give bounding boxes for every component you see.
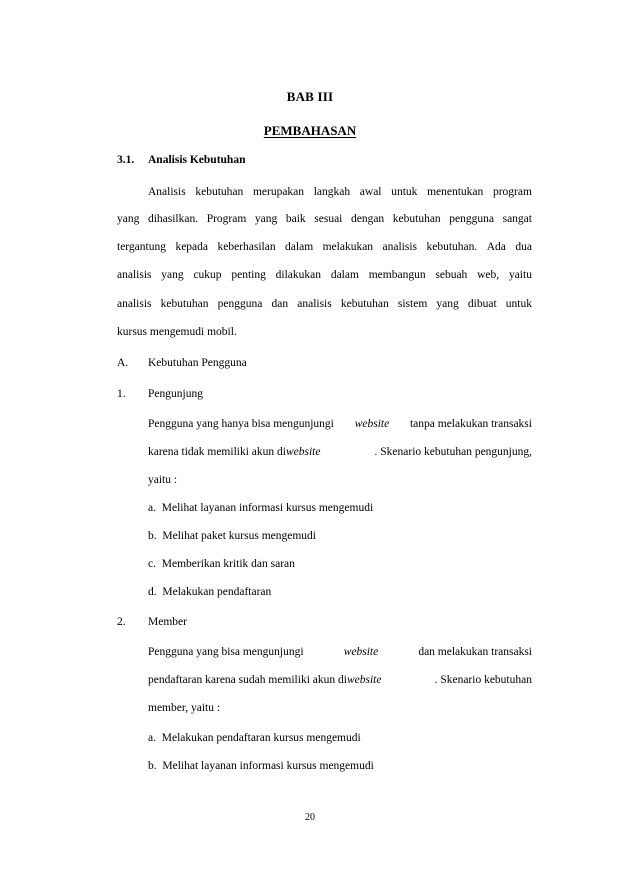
word: baik — [285, 213, 306, 225]
word: dihasilkan. — [147, 213, 199, 225]
word: dalam — [285, 241, 314, 253]
word: kebutuhan. — [426, 241, 478, 253]
word: kepada — [175, 241, 209, 253]
list-item — [148, 558, 295, 570]
word: sebuah — [435, 269, 468, 281]
word: yang — [161, 269, 184, 281]
word: yang — [436, 298, 459, 310]
word: analisis — [117, 298, 152, 310]
word: dilakukan — [275, 269, 322, 281]
word: dibuat — [467, 298, 497, 310]
emphasis-website: website — [346, 674, 382, 686]
intro-line-3 — [117, 241, 532, 253]
word: merupakan — [252, 186, 305, 198]
item-2-marker: 2. — [117, 616, 126, 628]
intro-line-4 — [117, 269, 532, 281]
word: web, — [477, 269, 500, 281]
emphasis-website: website — [343, 646, 379, 658]
word: untuk — [505, 298, 532, 310]
list-marker: d. — [148, 586, 157, 598]
word: yang — [117, 213, 140, 225]
word: yaitu — [508, 269, 532, 281]
item-2-desc-line-1 — [148, 646, 532, 658]
word: kebutuhan — [392, 213, 441, 225]
list-marker: a. — [148, 732, 156, 744]
list-item — [148, 586, 271, 598]
word: keberhasilan — [217, 241, 276, 253]
part-a-marker: A. — [117, 357, 129, 369]
word: Program — [206, 213, 247, 225]
list-text: Melakukan pendaftaran — [162, 586, 272, 598]
word: dengan — [350, 213, 385, 225]
list-text: Melihat layanan informasi kursus mengemudi — [162, 760, 374, 772]
list-text: Melakukan pendaftaran kursus mengemudi — [161, 732, 361, 744]
part-a-label: Kebutuhan Pengguna — [148, 357, 247, 369]
chapter-title: BAB III — [286, 89, 334, 104]
word: pengguna — [449, 213, 494, 225]
word: dan — [271, 298, 289, 310]
item-1-label: Pengunjung — [148, 388, 203, 400]
list-marker: b. — [148, 530, 157, 542]
intro-line-5 — [117, 298, 532, 310]
text-segment: pendaftaran karena sudah memiliki akun diwebsite — [148, 674, 382, 686]
section-number: 3.1. — [117, 154, 135, 166]
text-segment: dan melakukan transaksi — [415, 646, 532, 658]
word: tergantung — [117, 241, 166, 253]
word: yang — [254, 213, 278, 225]
word: awal — [359, 186, 382, 198]
item-2-label: Member — [148, 616, 187, 628]
item-1-desc-line-2 — [148, 446, 532, 458]
text-segment: Pengguna yang bisa mengunjungi — [148, 646, 307, 658]
intro-line-6: kursus mengemudi mobil. — [117, 326, 237, 338]
emphasis-website: website — [354, 418, 390, 430]
word: penting — [231, 269, 266, 281]
word: analisis — [382, 241, 418, 253]
word: kebutuhan — [195, 186, 244, 198]
text-segment: . Skenario kebutuhan pengunjung, — [374, 446, 532, 458]
list-text: Melihat paket kursus mengemudi — [162, 530, 316, 542]
list-marker: b. — [148, 760, 157, 772]
chapter-subtitle: PEMBAHASAN — [263, 123, 357, 138]
text-segment: . Skenario kebutuhan — [434, 674, 532, 686]
word: analisis — [117, 269, 152, 281]
word: membangun — [368, 269, 426, 281]
item-2-desc-line-2 — [148, 674, 532, 686]
word: dalam — [330, 269, 359, 281]
page-number: 20 — [305, 812, 315, 823]
list-item — [148, 530, 316, 542]
text-segment: Pengguna yang hanya bisa mengunjungi — [148, 418, 337, 430]
list-marker: c. — [148, 558, 156, 570]
word: pengguna — [217, 298, 263, 310]
word: analisis — [297, 298, 332, 310]
word: melakukan — [322, 241, 374, 253]
word: menentukan — [427, 186, 484, 198]
list-marker: a. — [148, 502, 156, 514]
emphasis-website: website — [285, 446, 321, 458]
item-1-marker: 1. — [117, 388, 126, 400]
list-item — [148, 760, 374, 772]
text-segment: karena tidak memiliki akun diwebsite — [148, 446, 321, 458]
item-1-desc-line-1 — [148, 418, 532, 430]
list-item — [148, 502, 373, 514]
word: kebutuhan — [340, 298, 389, 310]
item-1-desc-line-3: yaitu : — [148, 474, 178, 486]
intro-line-2 — [117, 213, 532, 225]
word: cukup — [193, 269, 222, 281]
list-item — [148, 732, 361, 744]
list-text: Melihat layanan informasi kursus mengemudi — [161, 502, 374, 514]
section-title: Analisis Kebutuhan — [148, 154, 246, 166]
list-text: Memberikan kritik dan saran — [161, 558, 295, 570]
word: sesuai — [314, 213, 343, 225]
word: untuk — [391, 186, 418, 198]
text-segment: tanpa melakukan transaksi — [407, 418, 532, 430]
word: sangat — [502, 213, 532, 225]
word: dua — [515, 241, 532, 253]
intro-line-1 — [148, 186, 532, 198]
word: sistem — [397, 298, 428, 310]
word: Analisis — [148, 186, 186, 198]
word: program — [492, 186, 532, 198]
word: Ada — [486, 241, 506, 253]
word: kebutuhan — [160, 298, 209, 310]
item-2-desc-line-3: member, yaitu : — [148, 702, 221, 714]
word: langkah — [313, 186, 351, 198]
